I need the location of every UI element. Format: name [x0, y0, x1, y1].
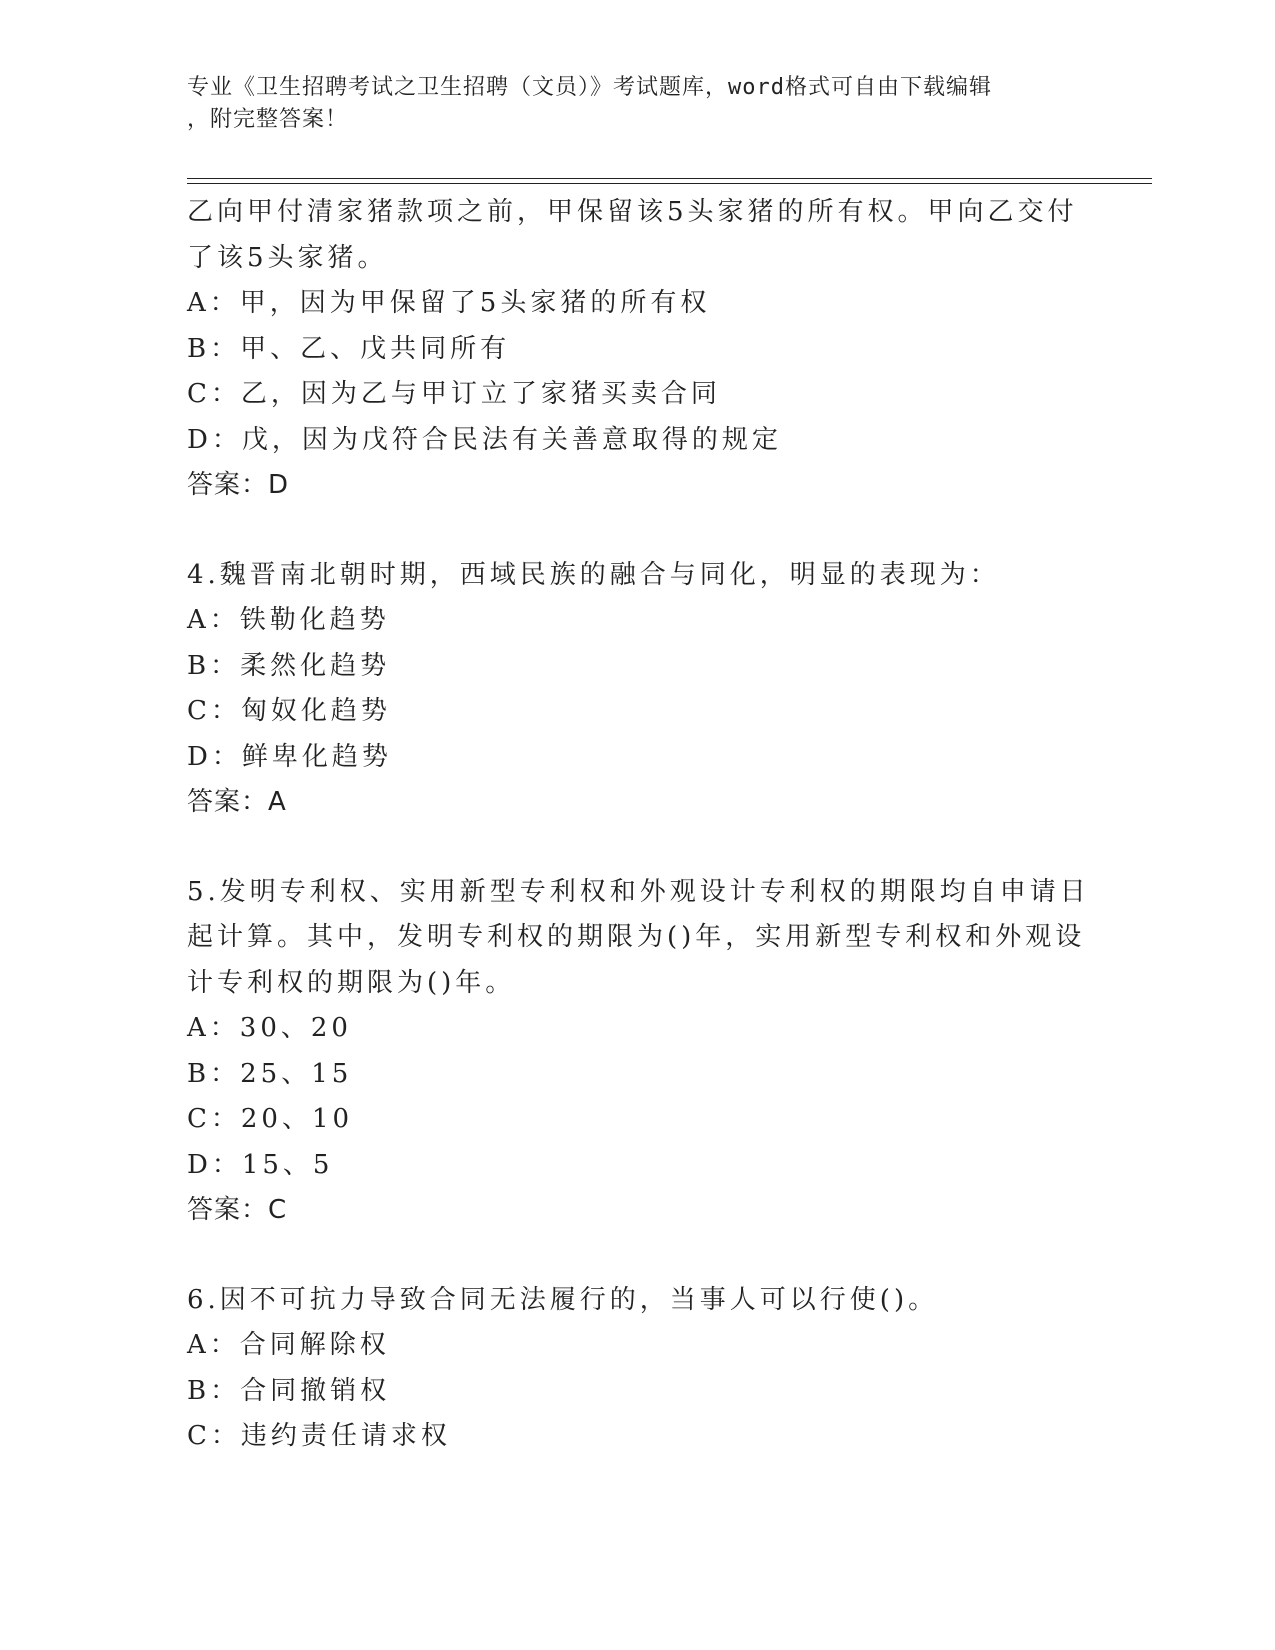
option-b: B：合同撤销权 [187, 1375, 391, 1406]
answer-label: 答案：D [187, 470, 290, 500]
question-6 [187, 1278, 1067, 1460]
option-c: C：20、10 [187, 1104, 354, 1134]
option-b: B：甲、乙、戊共同所有 [187, 333, 511, 364]
question-stem-line: 乙向甲付清家猪款项之前，甲保留该5头家猪的所有权。甲向乙交付 [187, 197, 1078, 227]
question-stem-line: 5.发明专利权、实用新型专利权和外观设计专利权的期限均自申请日 [187, 876, 1090, 907]
header-divider-bottom [187, 183, 1152, 184]
question-list [187, 190, 1090, 1460]
question-stem-line: 6.因不可抗力导致合同无法履行的，当事人可以行使()。 [187, 1284, 939, 1315]
question-stem-line: 起计算。其中，发明专利权的期限为()年，实用新型专利权和外观设 [187, 922, 1086, 952]
option-a: A：甲，因为甲保留了5头家猪的所有权 [187, 288, 711, 318]
option-a: A：铁勒化趋势 [187, 605, 390, 635]
question-3-continued [187, 190, 1078, 509]
option-c: C：违约责任请求权 [187, 1421, 451, 1451]
question-stem-line: 4.魏晋南北朝时期，西域民族的融合与同化，明显的表现为： [187, 559, 1000, 590]
header-divider-top [187, 178, 1152, 179]
question-spacer [187, 1234, 1067, 1278]
option-d: D：戊，因为戊符合民法有关善意取得的规定 [187, 424, 782, 455]
option-d: D：鲜卑化趋势 [187, 741, 392, 772]
question-5 [187, 870, 1090, 1234]
answer-label: 答案：A [187, 787, 287, 817]
option-b: B：25、15 [187, 1058, 353, 1089]
question-spacer [187, 509, 1067, 553]
answer-label: 答案：C [187, 1195, 288, 1225]
header-title-line-1: 专业《卫生招聘考试之卫生招聘（文员）》考试题库，word格式可自由下载编辑 [187, 75, 992, 100]
question-stem-line: 了该5头家猪。 [187, 242, 388, 273]
option-c: C：匈奴化趋势 [187, 696, 391, 726]
question-4 [187, 553, 1067, 826]
question-spacer [187, 826, 1067, 870]
question-stem-line: 计专利权的期限为()年。 [187, 967, 516, 998]
header-title-line-2: ，附完整答案！ [187, 107, 349, 132]
option-a: A：30、20 [187, 1013, 352, 1043]
option-a: A：合同解除权 [187, 1330, 390, 1360]
option-c: C：乙，因为乙与甲订立了家猪买卖合同 [187, 379, 721, 409]
option-d: D：15、5 [187, 1149, 334, 1180]
document-header [187, 72, 1067, 136]
option-b: B：柔然化趋势 [187, 650, 391, 681]
